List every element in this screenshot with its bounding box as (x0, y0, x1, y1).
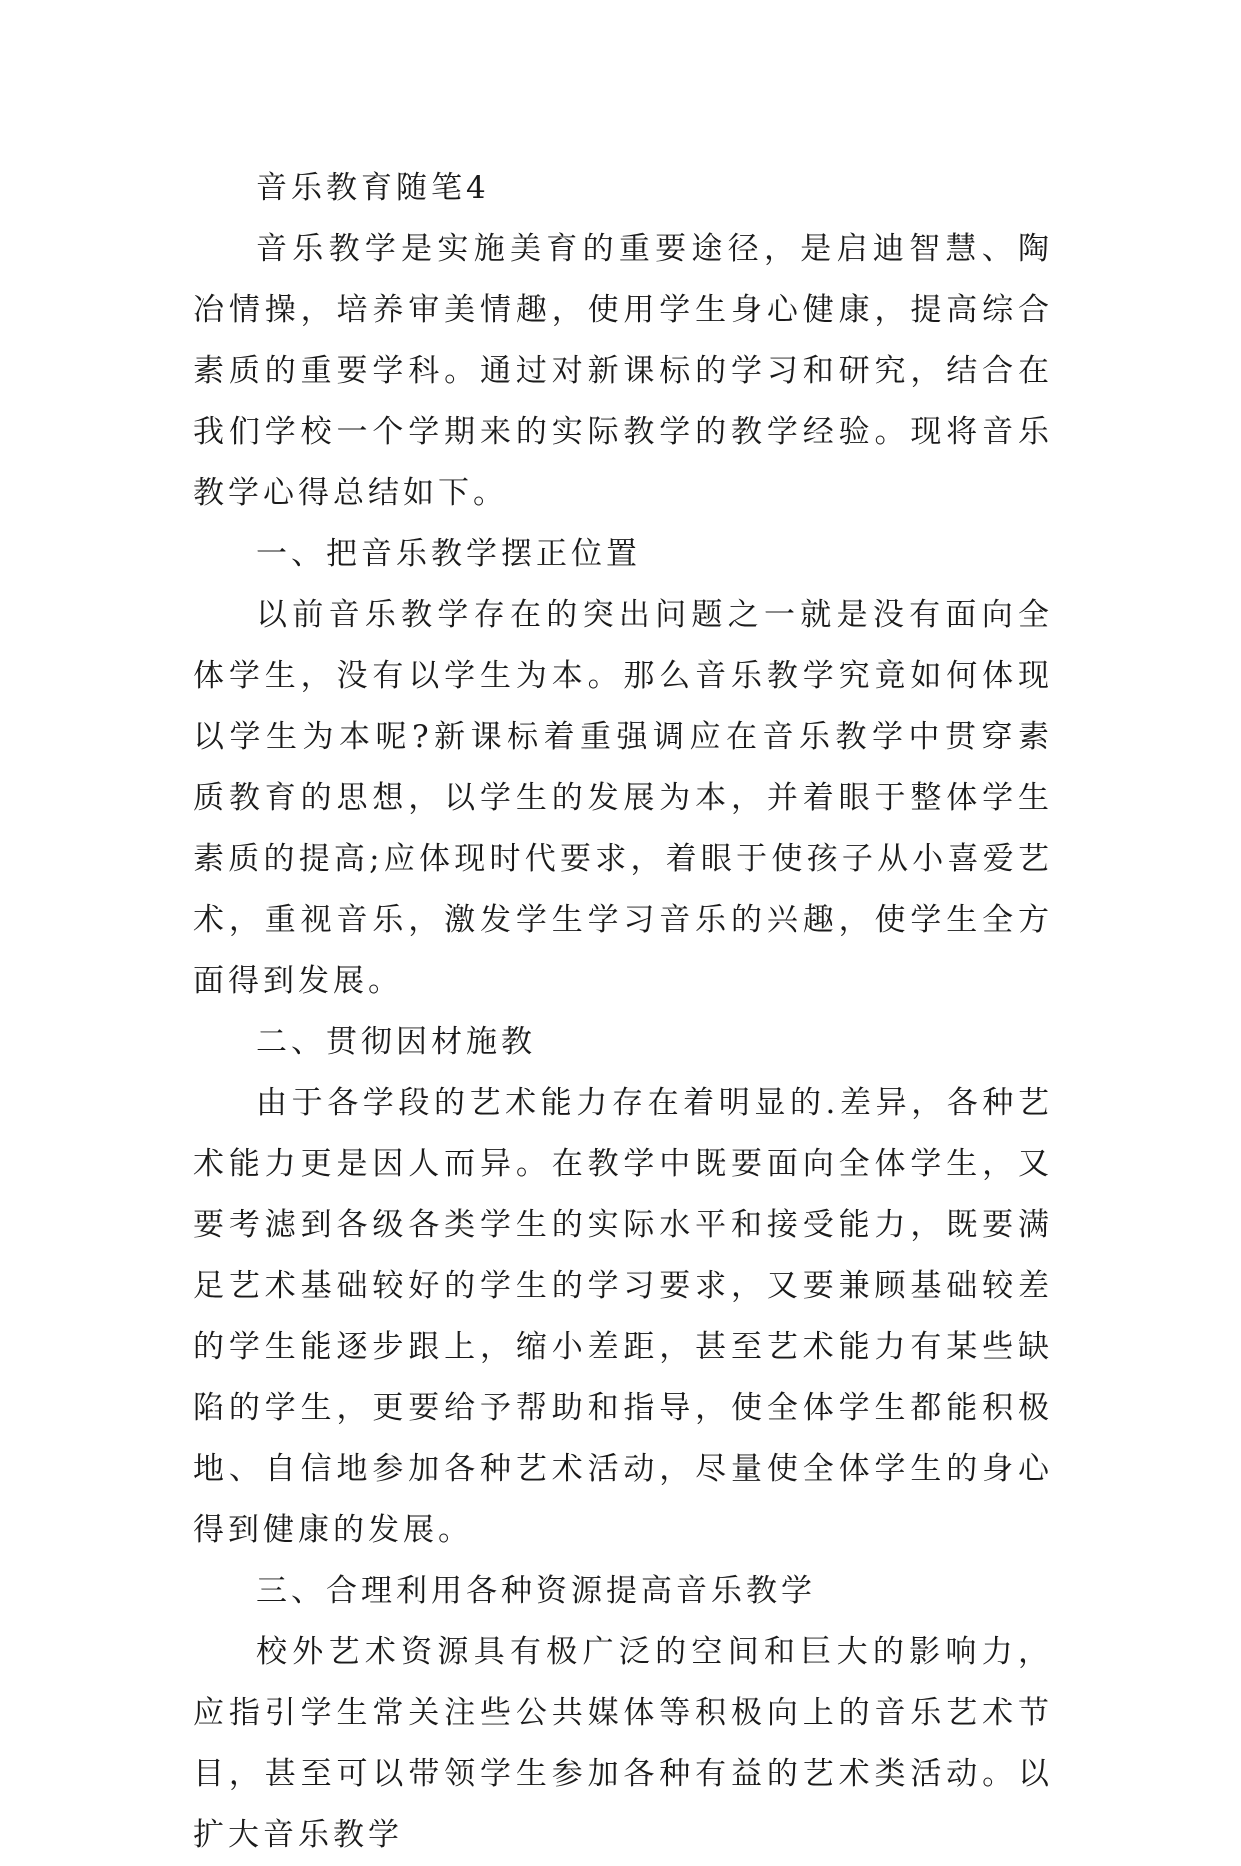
document-body (193, 158, 1053, 1866)
paragraph-intro: 音乐教学是实施美育的重要途径，是启迪智慧、陶冶情操，培养审美情趣，使用学生身心健康，提高综合素质的重要学科。通过对新课标的学习和研究，结合在我们学校一个学期来的实际教学的教学经验。现将音乐教学心得总结如下。 (193, 231, 1053, 511)
paragraph-section-2: 由于各学段的艺术能力存在着明显的.差异，各种艺术能力更是因人而异。在教学中既要面向全体学生，又要考滤到各级各类学生的实际水平和接受能力，既要满足艺术基础较好的学生的学习要求，又要兼顾基础较差的学生能逐步跟上，缩小差距，甚至艺术能力有某些缺陷的学生，更要给予帮助和指导，使全体学生都能积极地、自信地参加各种艺术活动，尽量使全体学生的身心得到健康的发展。 (193, 1085, 1053, 1548)
section-heading-1: 一、把音乐教学摆正位置 (256, 536, 641, 572)
paragraph-section-1: 以前音乐教学存在的突出问题之一就是没有面向全体学生，没有以学生为本。那么音乐教学究竟如何体现以学生为本呢?新课标着重强调应在音乐教学中贯穿素质教育的思想，以学生的发展为本，并着眼于整体学生素质的提高;应体现时代要求，着眼于使孩子从小喜爱艺术，重视音乐，激发学生学习音乐的兴趣，使学生全方面得到发展。 (193, 597, 1053, 999)
document-title: 音乐教育随笔4 (256, 170, 490, 206)
section-heading-2: 二、贯彻因材施教 (256, 1024, 536, 1060)
section-heading-3: 三、合理利用各种资源提高音乐教学 (256, 1573, 816, 1609)
paragraph-section-3: 校外艺术资源具有极广泛的空间和巨大的影响力，应指引学生常关注些公共媒体等积极向上的音乐艺术节目，甚至可以带领学生参加各种有益的艺术类活动。以扩大音乐教学 (193, 1634, 1053, 1853)
